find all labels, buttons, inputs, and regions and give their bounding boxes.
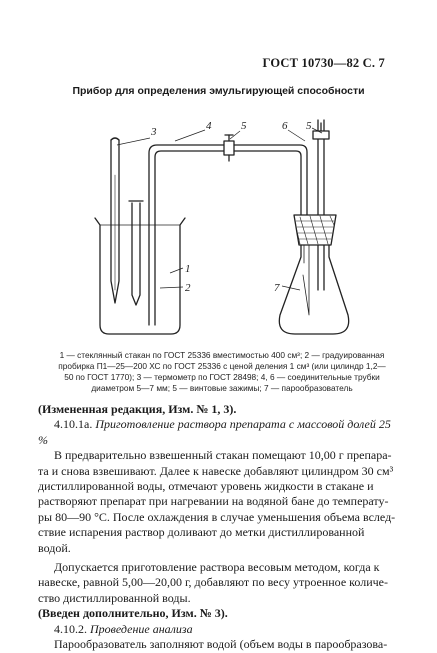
addition-note: (Введен дополнительно, Изм. № 3).	[38, 606, 228, 621]
steam-tube	[313, 120, 329, 290]
label-6: 6	[282, 120, 288, 132]
section-number: 4.10.2.	[54, 621, 90, 636]
label-4: 4	[206, 120, 212, 132]
paragraph	[38, 448, 400, 556]
figure-title: Прибор для определения эмульгирующей способности	[72, 85, 365, 97]
steam-generator-flask	[279, 245, 348, 334]
caption-line: 1 — стеклянный стакан по ГОСТ 25336 вместимостью 400 см³; 2 — градуированная	[59, 350, 385, 360]
connecting-tube-4	[149, 145, 224, 325]
caption-line: диаметром 5—7 мм; 5 — винтовые зажимы; 7 — парообразователь	[91, 383, 353, 393]
rubber-stopper	[294, 215, 336, 245]
label-7: 7	[274, 282, 280, 294]
body-text	[38, 402, 400, 653]
screw-clamp-5	[224, 135, 234, 161]
section-number: 4.10.1а.	[54, 417, 96, 432]
text-line: та и снова взвешивают. Далее к навеске добавляют цилиндром 30 см³	[38, 463, 394, 478]
caption-line: пробирка П1—25—200 ХС по ГОСТ 25336 с ценой деления 1 см³ (или цилиндр 1,2—	[58, 361, 386, 371]
label-3: 3	[151, 126, 157, 138]
text-line: растворяют препарат при нагревании на водяной бане до температу-	[38, 494, 389, 509]
apparatus-figure	[0, 115, 437, 345]
connecting-tube-6	[234, 145, 307, 215]
graduated-tube	[129, 201, 143, 305]
text-line: навеске, равной 5,00—20,00 г, добавляют по весу утроенное количе-	[38, 575, 388, 590]
edition-note: (Измененная редакция, Изм. № 1, 3).	[38, 402, 237, 416]
text-line: водой.	[38, 540, 71, 555]
figure-caption	[48, 350, 396, 394]
section-title: Проведение анализа	[90, 621, 193, 636]
label-1: 1	[185, 263, 191, 275]
section-title: Приготовление раствора препарата с массовой долей 25 %	[38, 417, 391, 447]
text-line: ство дистиллированной воды.	[38, 590, 191, 605]
section-heading-4-10-1a	[38, 417, 400, 448]
label-2: 2	[185, 282, 191, 294]
text-line: дистиллированной воды, отмечают уровень жидкости в стакане и	[38, 479, 374, 494]
text-line: В предварительно взвешенный стакан помещают 10,00 г препара-	[54, 448, 392, 463]
thermometer	[111, 138, 119, 303]
text-line: Допускается приготовление раствора весовым методом, когда к	[54, 560, 380, 575]
paragraph: Парообразователь заполняют водой (объем воды в парообразова-	[54, 637, 388, 652]
paragraph	[38, 560, 400, 606]
caption-line: 50 по ГОСТ 1770); 3 — термометр по ГОСТ 28498; 4, 6 — соединительные трубки	[64, 372, 380, 382]
section-heading-4-10-2	[38, 622, 400, 637]
label-5-left: 5	[241, 120, 247, 132]
text-line: ствие испарения раствор доливают до метки дистиллированной	[38, 525, 365, 540]
label-5-right: 5	[306, 120, 312, 132]
text-line: ры 80—90 °С. После охлаждения в случае уменьшения объема вслед-	[38, 509, 396, 524]
page-header: ГОСТ 10730—82 С. 7	[262, 56, 385, 70]
